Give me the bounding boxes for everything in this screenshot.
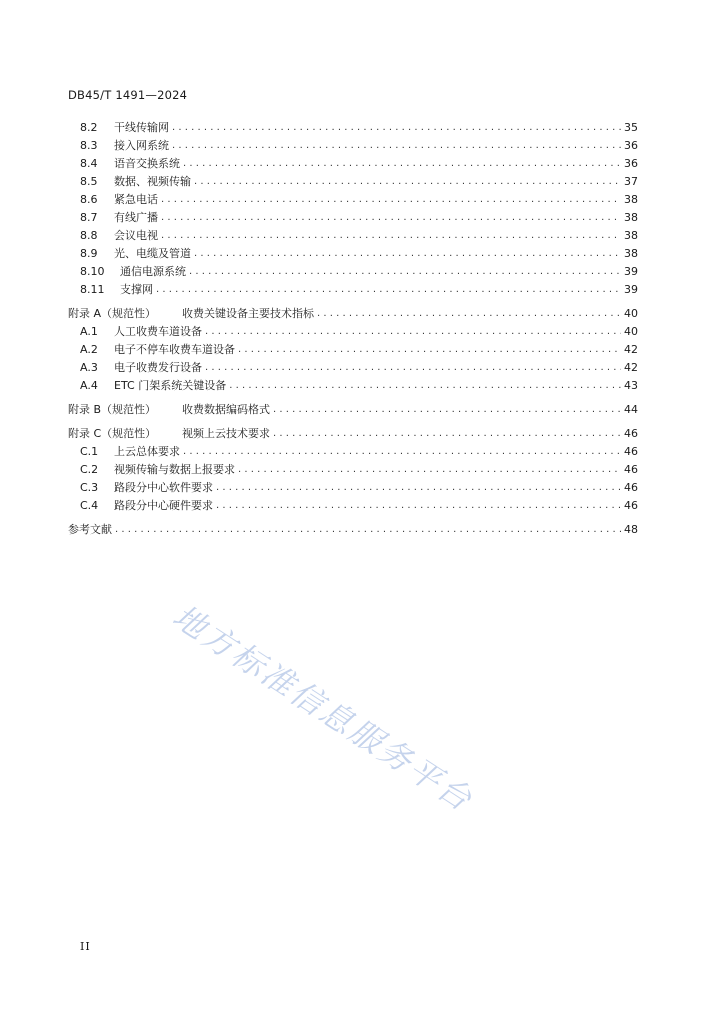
toc-entry[interactable] — [80, 263, 638, 281]
toc-entry-title: 人工收费车道设备 — [114, 325, 202, 338]
toc-entry-number: 8.7 — [80, 211, 98, 224]
toc-entry-number: A.3 — [80, 361, 98, 374]
toc-entry-number: 8.2 — [80, 121, 98, 134]
toc-entry-page: 39 — [624, 265, 638, 278]
toc-entry-number: 8.9 — [80, 247, 98, 260]
toc-dot-leader — [156, 281, 621, 299]
toc-dot-leader — [161, 227, 621, 245]
toc-entry-page: 48 — [624, 523, 638, 536]
toc-dot-leader — [216, 479, 621, 497]
toc-entry[interactable] — [80, 173, 638, 191]
toc-entry[interactable] — [80, 497, 638, 515]
toc-entry-title: 会议电视 — [114, 229, 158, 242]
toc-dot-leader — [115, 521, 621, 539]
toc-entry[interactable] — [80, 155, 638, 173]
toc-entry-page: 37 — [624, 175, 638, 188]
toc-entry-page: 38 — [624, 211, 638, 224]
toc-entry-title: 电子收费发行设备 — [114, 361, 202, 374]
toc-dot-leader — [161, 191, 621, 209]
toc-entry[interactable] — [80, 443, 638, 461]
toc-entry[interactable] — [80, 209, 638, 227]
toc-entry-number: A.1 — [80, 325, 98, 338]
toc-entry-title: 路段分中心硬件要求 — [114, 499, 213, 512]
toc-entry-page: 40 — [624, 307, 638, 320]
toc-entry-number: 附录 C（规范性） — [68, 427, 157, 440]
toc-entry-page: 42 — [624, 343, 638, 356]
toc-entry-title: 视频传输与数据上报要求 — [114, 463, 235, 476]
toc-entry-page: 46 — [624, 427, 638, 440]
toc-entry-page: 38 — [624, 247, 638, 260]
toc-dot-leader — [205, 359, 621, 377]
toc-entry-title: 上云总体要求 — [114, 445, 180, 458]
toc-entry-title: 视频上云技术要求 — [182, 427, 270, 440]
toc-entry-number: 8.5 — [80, 175, 98, 188]
toc-entry-title: 收费关键设备主要技术指标 — [182, 307, 314, 320]
toc-entry-page: 38 — [624, 229, 638, 242]
toc-entry[interactable] — [68, 401, 638, 419]
toc-entry-page: 46 — [624, 445, 638, 458]
toc-entry[interactable] — [80, 227, 638, 245]
toc-entry-page: 46 — [624, 481, 638, 494]
toc-entry-title: 数据、视频传输 — [114, 175, 191, 188]
toc-dot-leader — [194, 245, 621, 263]
toc-dot-leader — [194, 173, 621, 191]
toc-entry-title: 参考文献 — [68, 523, 112, 536]
toc-entry-page: 46 — [624, 463, 638, 476]
toc-entry-title: 电子不停车收费车道设备 — [114, 343, 235, 356]
toc-entry-title: 紧急电话 — [114, 193, 158, 206]
toc-entry[interactable] — [80, 341, 638, 359]
page-number: II — [80, 940, 91, 953]
toc-entry-title: 支撑网 — [120, 283, 153, 296]
toc-entry[interactable] — [80, 479, 638, 497]
toc-dot-leader — [205, 323, 621, 341]
toc-entry-number: A.4 — [80, 379, 98, 392]
toc-dot-leader — [238, 341, 621, 359]
document-code-header: DB45/T 1491—2024 — [68, 88, 188, 102]
toc-entry-number: 8.4 — [80, 157, 98, 170]
toc-entry-title: 干线传输网 — [114, 121, 169, 134]
toc-entry-title: 接入网系统 — [114, 139, 169, 152]
toc-dot-leader — [317, 305, 621, 323]
toc-dot-leader — [183, 155, 621, 173]
toc-entry-page: 39 — [624, 283, 638, 296]
toc-entry[interactable] — [80, 191, 638, 209]
toc-entry-number: 附录 A（规范性） — [68, 307, 157, 320]
watermark-text: 地方标准信息服务平台 — [166, 597, 481, 820]
toc-entry-title: ETC 门架系统关键设备 — [114, 379, 227, 392]
toc-dot-leader — [172, 119, 621, 137]
toc-entry[interactable] — [80, 461, 638, 479]
toc-entry-page: 44 — [624, 403, 638, 416]
toc-dot-leader — [238, 461, 621, 479]
toc-entry-number: C.1 — [80, 445, 99, 458]
toc-entry-page: 35 — [624, 121, 638, 134]
toc-dot-leader — [183, 443, 621, 461]
toc-entry-number: 8.8 — [80, 229, 98, 242]
toc-entry-number: C.2 — [80, 463, 99, 476]
toc-dot-leader — [273, 401, 621, 419]
toc-entry-title: 光、电缆及管道 — [114, 247, 191, 260]
toc-entry[interactable] — [80, 245, 638, 263]
toc-entry[interactable] — [80, 323, 638, 341]
toc-entry-title: 收费数据编码格式 — [182, 403, 270, 416]
toc-dot-leader — [172, 137, 621, 155]
toc-entry[interactable] — [80, 137, 638, 155]
toc-entry-number: C.3 — [80, 481, 99, 494]
toc-entry[interactable] — [68, 521, 638, 539]
toc-entry-number: 8.3 — [80, 139, 98, 152]
toc-entry-page: 42 — [624, 361, 638, 374]
toc-entry[interactable] — [68, 305, 638, 323]
toc-entry-number: 8.10 — [80, 265, 105, 278]
toc-entry[interactable] — [80, 119, 638, 137]
toc-dot-leader — [161, 209, 621, 227]
toc-dot-leader — [189, 263, 621, 281]
toc-entry[interactable] — [68, 425, 638, 443]
toc-dot-leader — [229, 377, 621, 395]
toc-entry-page: 36 — [624, 139, 638, 152]
toc-entry-title: 语音交换系统 — [114, 157, 180, 170]
toc-entry-page: 36 — [624, 157, 638, 170]
toc-entry-page: 40 — [624, 325, 638, 338]
toc-entry-page: 38 — [624, 193, 638, 206]
toc-dot-leader — [216, 497, 621, 515]
toc-entry-page: 43 — [624, 379, 638, 392]
toc-entry-title: 有线广播 — [114, 211, 158, 224]
toc-entry[interactable] — [80, 377, 638, 395]
toc-dot-leader — [273, 425, 621, 443]
toc-entry-number: A.2 — [80, 343, 98, 356]
toc-entry-number: 8.6 — [80, 193, 98, 206]
toc-entry[interactable] — [80, 281, 638, 299]
toc-entry-page: 46 — [624, 499, 638, 512]
toc-entry-number: 8.11 — [80, 283, 105, 296]
toc-entry-title: 路段分中心软件要求 — [114, 481, 213, 494]
toc-entry[interactable] — [80, 359, 638, 377]
toc-entry-number: C.4 — [80, 499, 99, 512]
toc-entry-number: 附录 B（规范性） — [68, 403, 157, 416]
toc-entry-title: 通信电源系统 — [120, 265, 186, 278]
